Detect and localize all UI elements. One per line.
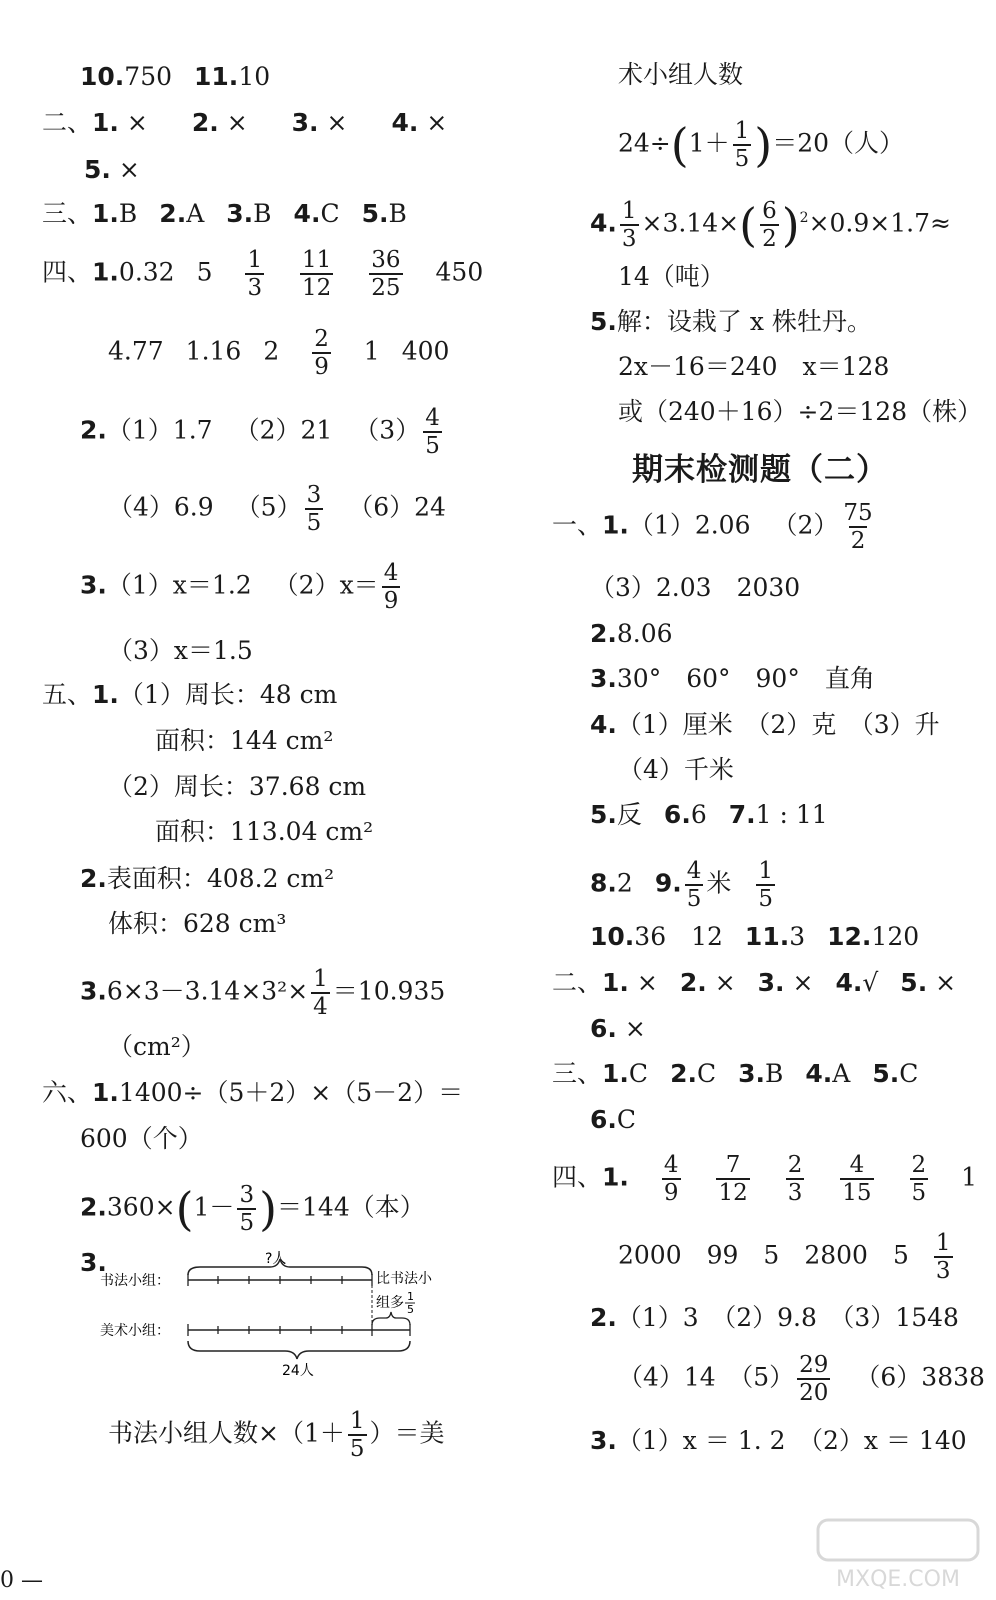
section-2-item5: 5. × (84, 155, 140, 184)
section-4-line2: 4.77 1.16 2 $\frac{2}{9}$ 1 400 (108, 326, 450, 380)
note-line2: 组多 (376, 1295, 404, 1311)
p2-q3: 3.30° 60° 90° 直角 (590, 664, 875, 693)
fraction: $\frac{1}{5}$ (758, 858, 774, 912)
unit-cm2: （cm²） (108, 1032, 206, 1061)
p2-section4-q2b: （4）14 （5） $\frac{29}{20}$ （6）3838 (618, 1352, 985, 1406)
right-q5-alt: 或（240＋16）÷2＝128（株） (618, 397, 983, 426)
p2-section3: 三、1.C 2.C 3.B 4.A 5.C (552, 1059, 919, 1088)
top-brace (188, 1259, 372, 1275)
p2-section1-q1: 一、1.（1）2.06 （2） $\frac{75}{2}$ (552, 500, 873, 554)
line-10-11: 10.750 11.10 (80, 62, 271, 91)
p2-section4-q1b: 2000 99 5 2800 5 $\frac{1}{3}$ (618, 1230, 951, 1284)
note-line1: 比书法小 (376, 1271, 432, 1287)
volume: 体积：628 cm³ (108, 909, 287, 938)
fraction: $\frac{1}{3}$ (247, 247, 263, 301)
fraction: $\frac{2}{5}$ (911, 1152, 927, 1206)
fraction: $\frac{29}{20}$ (799, 1352, 829, 1406)
fraction: $\frac{75}{2}$ (843, 500, 873, 554)
section-2-judgement: 二、1. × 2. × 3. × 4. × (42, 108, 448, 137)
p2-q4b: （4）千米 (618, 755, 734, 784)
right-line1: 术小组人数 (618, 60, 744, 89)
section-4-q2b: （4）6.9 （5） $\frac{3}{5}$ （6）24 (108, 482, 446, 536)
page-number: 0 — (0, 1568, 43, 1593)
p2-q10-12: 10.36 12 11.3 12.120 (590, 922, 920, 951)
section-5-q2: 2.表面积：408.2 cm² (80, 864, 335, 893)
fraction: $\frac{1}{5}$ (349, 1408, 365, 1462)
section-4-q3b: （3）x＝1.5 (108, 636, 253, 665)
section-4-q3: 3.（1）x＝1.2 （2）x＝ $\frac{4}{9}$ (80, 560, 399, 614)
right-q5: 5.解：设栽了 x 株牡丹。 (590, 307, 872, 336)
watermark-logo (808, 1514, 988, 1594)
right-q4-result: 14（吨） (618, 262, 725, 291)
area-2: 面积：113.04 cm² (155, 817, 374, 846)
section-title: 期末检测题（二） (632, 452, 888, 488)
fraction: $\frac{4}{15}$ (842, 1152, 872, 1206)
p2-q8-9: 8.2 9. $\frac{4}{5}$ 米 $\frac{1}{5}$ (590, 858, 774, 912)
section-6-q1-result: 600（个） (80, 1124, 203, 1153)
p2-q5-7: 5.反 6.6 7.1 : 11 (590, 800, 828, 829)
fraction: $\frac{36}{25}$ (371, 247, 401, 301)
right-line2: 24÷(1＋ $\frac{1}{5}$ )＝20（人） (618, 118, 905, 172)
fraction: $\frac{11}{12}$ (302, 247, 332, 301)
bottom-brace (188, 1341, 410, 1359)
row1-label: 书法小组： (100, 1273, 170, 1289)
fraction: $\frac{1}{3}$ (935, 1230, 951, 1284)
section-4-q2: 2.（1）1.7 （2）21 （3） $\frac{4}{5}$ (80, 405, 440, 459)
right-q5-eq: 2x－16＝240 x＝128 (618, 352, 890, 381)
row2-label: 美术小组： (100, 1323, 170, 1339)
fraction: $\frac{7}{12}$ (718, 1152, 748, 1206)
fraction: $\frac{1}{5}$ (734, 118, 750, 172)
section-6-q3-label: 3. (80, 1248, 107, 1277)
p2-section4-q1: 四、1. $\frac{4}{9}$ $\frac{7}{12}$ $\frac{2}{3}$ $\frac{4}{15}$ $\frac{2}{5}$ 1 (552, 1152, 978, 1206)
p2-section3-6: 6.C (590, 1105, 637, 1134)
fraction: $\frac{3}{5}$ (306, 482, 322, 536)
fraction: $\frac{1}{4}$ (313, 966, 328, 1020)
section-6-q3-equation: 书法小组人数×（1＋ $\frac{1}{5}$ ）＝美 (108, 1408, 445, 1462)
p2-section4-q3: 3.（1）x ＝ 1. 2 （2）x ＝ 140 (590, 1426, 967, 1455)
extra-brace (372, 1312, 410, 1325)
section-5-q3: 3.6×3－3.14×3²× $\frac{1}{4}$ ＝10.935 (80, 966, 446, 1020)
fraction: $\frac{1}{3}$ (621, 198, 637, 252)
fraction: $\frac{4}{5}$ (425, 405, 440, 459)
fraction: $\frac{4}{9}$ (383, 560, 399, 614)
note-frac-num: 1 (407, 1290, 414, 1303)
line-segment-diagram (100, 1245, 480, 1395)
section-5-q1: 五、1.（1）周长：48 cm (42, 680, 338, 709)
fraction: $\frac{3}{5}$ (239, 1182, 255, 1236)
fraction: $\frac{6}{2}$ (762, 198, 777, 252)
fraction: $\frac{2}{3}$ (787, 1152, 803, 1206)
section-6-q2: 2.360×(1－ $\frac{3}{5}$ )＝144（本） (80, 1182, 425, 1236)
fraction: $\frac{4}{9}$ (663, 1152, 679, 1206)
right-q4: 4. $\frac{1}{3}$ ×3.14×( $\frac{6}{2}$ )$^2$×0.9×1.7≈ (590, 198, 951, 252)
fraction: $\frac{4}{5}$ (686, 858, 702, 912)
section-3-choices: 三、1.B 2.A 3.B 4.C 5.B (42, 199, 407, 228)
section-4-line1: 四、1.0.32 5 $\frac{1}{3}$ $\frac{11}{12}$ $\frac{36}{25}$ 450 (42, 247, 484, 301)
p2-section2: 二、1. × 2. × 3. × 4.√ 5. × (552, 968, 957, 997)
diagram-bottom-label: 24人 (282, 1363, 314, 1379)
p2-q2: 2.8.06 (590, 619, 673, 648)
p2-section4-q2: 2.（1）3 （2）9.8 （3）1548 (590, 1303, 959, 1332)
note-frac-den: 5 (407, 1303, 414, 1316)
perimeter-2: （2）周长：37.68 cm (108, 772, 367, 801)
p2-section2-6: 6. × (590, 1014, 646, 1043)
section-6-q1: 六、1.1400÷（5＋2）×（5－2）＝ (42, 1078, 464, 1107)
area-1: 面积：144 cm² (155, 726, 334, 755)
fraction: $\frac{2}{9}$ (314, 326, 329, 380)
p2-q4: 4.（1）厘米 （2）克 （3）升 (590, 710, 940, 739)
svg-text:MXQE.COM: MXQE.COM (836, 1567, 960, 1592)
p2-section1-q1b: （3）2.03 2030 (590, 573, 801, 602)
diagram-top-label: ?人 (265, 1251, 287, 1267)
